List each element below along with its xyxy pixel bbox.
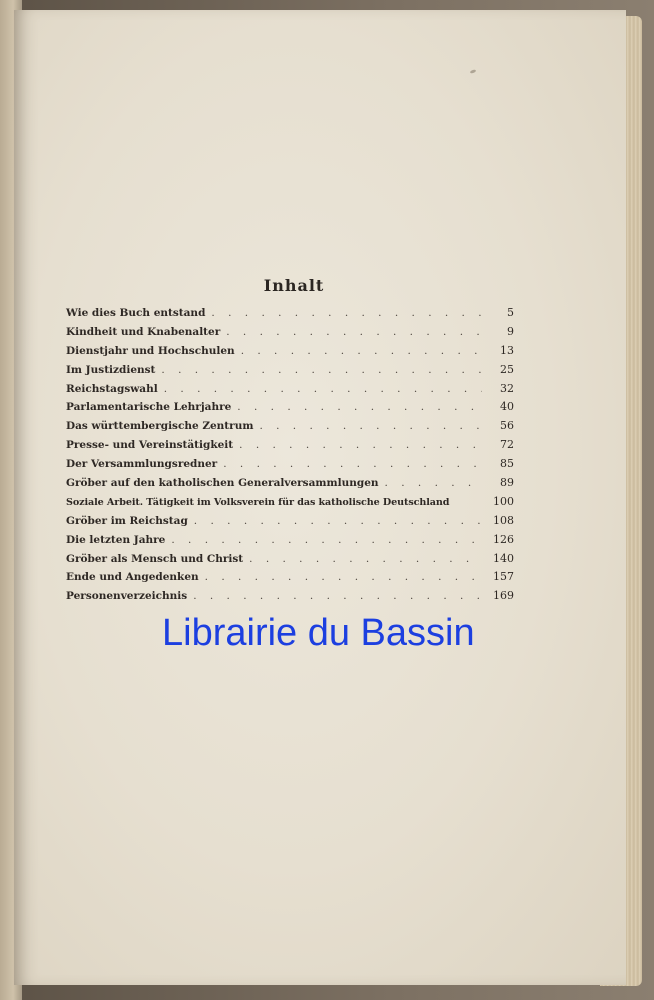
- dot-leader: [226, 326, 482, 338]
- dot-leader: [193, 590, 482, 602]
- toc-entry: [66, 570, 514, 589]
- toc-entry-title: Dienstjahr und Hochschulen: [66, 344, 235, 357]
- toc-entry: [66, 344, 514, 363]
- table-of-contents: [66, 306, 514, 608]
- toc-entry: [66, 363, 514, 382]
- toc-entry-page: 13: [500, 343, 514, 357]
- dot-leader: [194, 515, 482, 527]
- toc-entry-title: Parlamentarische Lehrjahre: [66, 401, 232, 414]
- toc-entry: [66, 419, 514, 438]
- toc-entry-page: 5: [507, 306, 514, 319]
- toc-entry-title: Kindheit und Knabenalter: [66, 325, 221, 338]
- toc-entry: [66, 438, 514, 457]
- book-page: [14, 10, 626, 985]
- toc-entry-page: 169: [493, 589, 514, 603]
- toc-entry-page: 32: [500, 381, 514, 395]
- toc-entry-page: 157: [493, 570, 514, 584]
- toc-entry-title: Im Justizdienst: [66, 363, 156, 376]
- dot-leader: [241, 345, 482, 357]
- watermark-text: Librairie du Bassin: [162, 612, 475, 654]
- toc-entry-title: Gröber im Reichstag: [66, 514, 188, 527]
- toc-entry-page: 108: [493, 513, 514, 527]
- toc-entry-page: 89: [500, 476, 514, 490]
- toc-entry-page: 140: [493, 551, 514, 565]
- toc-entry-title: Wie dies Buch entstand: [66, 307, 206, 319]
- dot-leader: [259, 420, 482, 432]
- toc-entry-title: Reichstagswahl: [66, 382, 158, 395]
- toc-entry-page: 85: [500, 457, 514, 471]
- toc-entry: [66, 533, 514, 552]
- toc-entry: [66, 306, 514, 325]
- toc-entry: [66, 552, 514, 571]
- toc-entry: [66, 495, 514, 514]
- toc-entry-title: Presse- und Vereinstätigkeit: [66, 439, 234, 452]
- dot-leader: [171, 534, 482, 546]
- toc-entry-page: 25: [500, 362, 514, 376]
- dot-leader: [211, 307, 482, 319]
- toc-entry: [66, 589, 514, 608]
- toc-entry-title: Das württembergische Zentrum: [66, 420, 254, 433]
- toc-entry: [66, 514, 514, 533]
- toc-title: Inhalt: [263, 276, 325, 295]
- dot-leader: [385, 477, 482, 489]
- toc-entry-page: 56: [500, 419, 514, 433]
- toc-entry-title: Die letzten Jahre: [66, 533, 166, 546]
- dot-leader: [239, 439, 482, 451]
- dot-leader: [249, 553, 482, 565]
- dot-leader: [205, 571, 482, 583]
- toc-entry: [66, 457, 514, 476]
- toc-entry-page: 40: [500, 400, 514, 414]
- toc-entry-page: 126: [493, 532, 514, 546]
- dot-leader: [223, 458, 482, 470]
- toc-entry: [66, 400, 514, 419]
- toc-entry-title: Gröber auf den katholischen Generalversammlungen: [66, 477, 379, 490]
- toc-entry-title: Soziale Arbeit. Tätigkeit im Volksverein für das katholische Deutschland: [66, 496, 450, 508]
- toc-entry-page: 100: [493, 494, 514, 508]
- paper-mark: [470, 69, 477, 74]
- toc-entry-title: Gröber als Mensch und Christ: [66, 552, 244, 565]
- dot-leader: [161, 364, 482, 376]
- toc-entry: [66, 325, 514, 344]
- toc-entry-page: 72: [500, 438, 514, 452]
- toc-entry-title: Ende und Angedenken: [66, 571, 199, 584]
- dot-leader: [164, 383, 482, 395]
- toc-entry-title: Der Versammlungsredner: [66, 458, 218, 471]
- toc-entry: [66, 476, 514, 495]
- toc-entry-page: 9: [507, 324, 514, 338]
- toc-entry-title: Personenverzeichnis: [66, 590, 188, 603]
- dot-leader: [237, 401, 482, 413]
- toc-entry: [66, 382, 514, 401]
